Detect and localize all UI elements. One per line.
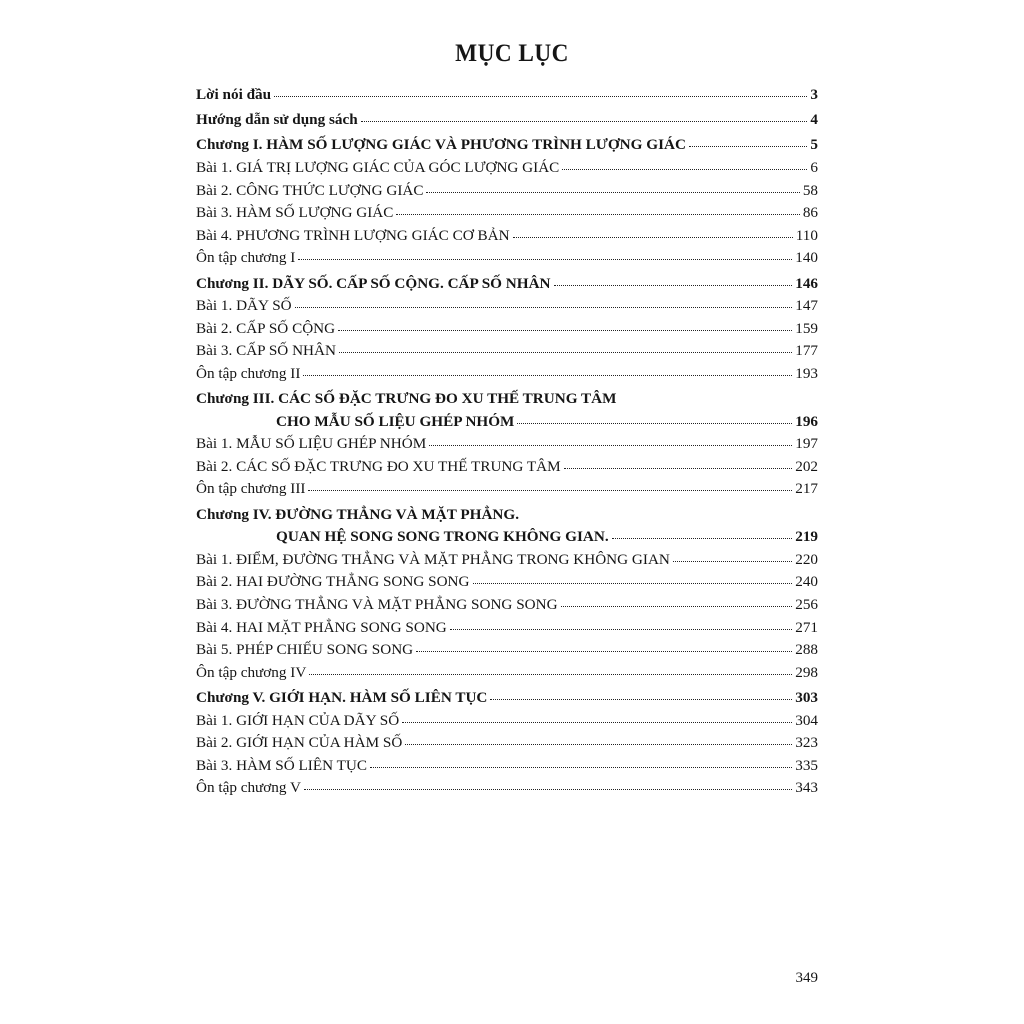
dot-leader (303, 375, 792, 376)
toc-lesson (196, 340, 818, 363)
toc-lesson (196, 617, 818, 640)
toc-page: 197 (795, 435, 818, 453)
toc-lesson (196, 732, 818, 755)
toc-label: Bài 2. CÔNG THỨC LƯỢNG GIÁC (196, 181, 424, 199)
dot-leader (689, 146, 807, 147)
dot-leader (274, 96, 807, 97)
toc-label: Bài 4. PHƯƠNG TRÌNH LƯỢNG GIÁC CƠ BẢN (196, 226, 510, 244)
toc-entry-guide (196, 109, 818, 132)
dot-leader (402, 722, 792, 723)
toc-label: Chương III. CÁC SỐ ĐẶC TRƯNG ĐO XU THẾ TRUNG TÂM (196, 390, 617, 408)
toc-page: 110 (795, 226, 818, 244)
toc-page: 298 (795, 663, 818, 681)
toc-lesson (196, 571, 818, 594)
toc-chapter-2 (196, 273, 818, 296)
dot-leader (612, 538, 793, 539)
toc-review (196, 478, 818, 501)
toc-label: Bài 2. CẤP SỐ CỘNG (196, 319, 336, 337)
dot-leader (295, 307, 793, 308)
toc-page: 323 (795, 734, 818, 752)
toc-review (196, 247, 818, 270)
toc-page: 196 (795, 412, 818, 430)
toc-label: Ôn tập chương II (196, 364, 301, 382)
toc-page: 4 (810, 111, 818, 129)
toc-label: Chương II. DÃY SỐ. CẤP SỐ CỘNG. CẤP SỐ NHÂN (196, 274, 551, 292)
dot-leader (554, 285, 793, 286)
toc-chapter-4 (196, 504, 818, 527)
toc-page: 343 (795, 779, 818, 797)
toc-chapter-3 (196, 388, 818, 411)
toc-page: 5 (810, 136, 818, 154)
toc-lesson (196, 318, 818, 341)
toc-lesson (196, 456, 818, 479)
toc-label: Chương V. GIỚI HẠN. HÀM SỐ LIÊN TỤC (196, 689, 488, 706)
dot-leader (304, 789, 792, 790)
dot-leader (308, 490, 792, 491)
dot-leader (473, 583, 793, 584)
toc-label: Bài 3. CẤP SỐ NHÂN (196, 342, 336, 360)
dot-leader (396, 214, 799, 215)
toc-label: Ôn tập chương I (196, 249, 296, 267)
dot-leader (405, 744, 792, 745)
toc-page: 202 (795, 457, 818, 475)
toc-label: Bài 2. HAI ĐƯỜNG THẲNG SONG SONG (196, 573, 470, 591)
table-of-contents (196, 84, 818, 800)
toc-page: 3 (810, 86, 818, 103)
toc-page: 271 (795, 618, 818, 636)
toc-lesson (196, 225, 818, 248)
toc-chapter-4-cont (196, 526, 818, 549)
dot-leader (298, 259, 792, 260)
toc-entry-preface (196, 84, 818, 107)
toc-chapter-5 (196, 687, 818, 710)
toc-page: 140 (795, 249, 818, 267)
toc-label: Bài 4. HAI MẶT PHẲNG SONG SONG (196, 618, 447, 636)
toc-label: Bài 2. CÁC SỐ ĐẶC TRƯNG ĐO XU THẾ TRUNG TÂM (196, 457, 561, 475)
dot-leader (309, 674, 792, 675)
toc-label: Ôn tập chương III (196, 480, 306, 498)
toc-label: Bài 5. PHÉP CHIẾU SONG SONG (196, 641, 414, 659)
dot-leader (426, 192, 799, 193)
dot-leader (416, 651, 792, 652)
dot-leader (517, 423, 792, 424)
toc-chapter-3-cont (196, 411, 818, 434)
toc-page: 147 (795, 297, 818, 315)
toc-page: 220 (795, 550, 818, 568)
dot-leader (450, 629, 792, 630)
toc-label: Bài 1. GIỚI HẠN CỦA DÃY SỐ (196, 711, 400, 729)
toc-label: CHO MẪU SỐ LIỆU GHÉP NHÓM (276, 412, 515, 430)
dot-leader (673, 561, 792, 562)
toc-lesson (196, 639, 818, 662)
toc-page: 86 (802, 204, 818, 222)
dot-leader (338, 330, 792, 331)
toc-page: 256 (795, 596, 818, 614)
toc-page: 6 (810, 158, 818, 176)
page-title: MỤC LỤC (455, 40, 569, 67)
toc-lesson (196, 594, 818, 617)
toc-label: Chương I. HÀM SỐ LƯỢNG GIÁC VÀ PHƯƠNG TRÌNH LƯỢNG GIÁC (196, 136, 686, 154)
toc-review (196, 363, 818, 386)
toc-page: 177 (795, 342, 818, 360)
toc-page: 146 (795, 274, 818, 292)
dot-leader (339, 352, 792, 353)
toc-page: 159 (795, 319, 818, 337)
toc-label: Bài 3. HÀM SỐ LƯỢNG GIÁC (196, 204, 394, 222)
dot-leader (564, 468, 793, 469)
toc-page: 303 (795, 689, 818, 706)
toc-page: 58 (802, 181, 818, 199)
toc-lesson (196, 295, 818, 318)
toc-chapter-1 (196, 134, 818, 157)
page-number: 349 (795, 970, 818, 986)
toc-review (196, 662, 818, 685)
toc-label: QUAN HỆ SONG SONG TRONG KHÔNG GIAN. (276, 528, 609, 546)
toc-lesson (196, 549, 818, 572)
toc-page: 335 (795, 756, 818, 774)
dot-leader (561, 606, 793, 607)
toc-page: 217 (795, 480, 818, 498)
dot-leader (361, 121, 808, 122)
toc-label: Hướng dẫn sử dụng sách (196, 111, 358, 129)
dot-leader (429, 445, 792, 446)
toc-label: Bài 1. MẪU SỐ LIỆU GHÉP NHÓM (196, 435, 427, 453)
toc-label: Bài 3. ĐƯỜNG THẲNG VÀ MẶT PHẲNG SONG SONG (196, 596, 558, 614)
toc-page: 193 (795, 364, 818, 382)
toc-lesson (196, 710, 818, 733)
dot-leader (490, 699, 792, 700)
toc-label: Ôn tập chương V (196, 779, 301, 797)
toc-label: Chương IV. ĐƯỜNG THẲNG VÀ MẶT PHẲNG. (196, 505, 519, 523)
toc-label: Bài 3. HÀM SỐ LIÊN TỤC (196, 756, 368, 774)
toc-page: 304 (795, 711, 818, 729)
toc-label: Lời nói đầu (196, 86, 272, 103)
toc-lesson (196, 180, 818, 203)
dot-leader (562, 169, 807, 170)
toc-lesson (196, 433, 818, 456)
toc-lesson (196, 755, 818, 778)
toc-label: Bài 1. DÃY SỐ (196, 297, 292, 315)
dot-leader (370, 767, 792, 768)
toc-label: Ôn tập chương IV (196, 663, 307, 681)
toc-review (196, 777, 818, 800)
toc-label: Bài 1. ĐIỂM, ĐƯỜNG THẲNG VÀ MẶT PHẲNG TRONG KHÔNG GIAN (196, 550, 670, 568)
toc-page: 240 (795, 573, 818, 591)
dot-leader (513, 237, 793, 238)
toc-page: 288 (795, 641, 818, 659)
toc-page: 219 (795, 528, 818, 546)
toc-label: Bài 1. GIÁ TRỊ LƯỢNG GIÁC CỦA GÓC LƯỢNG GIÁC (196, 158, 560, 176)
toc-lesson (196, 202, 818, 225)
toc-label: Bài 2. GIỚI HẠN CỦA HÀM SỐ (196, 734, 403, 752)
toc-lesson (196, 157, 818, 180)
